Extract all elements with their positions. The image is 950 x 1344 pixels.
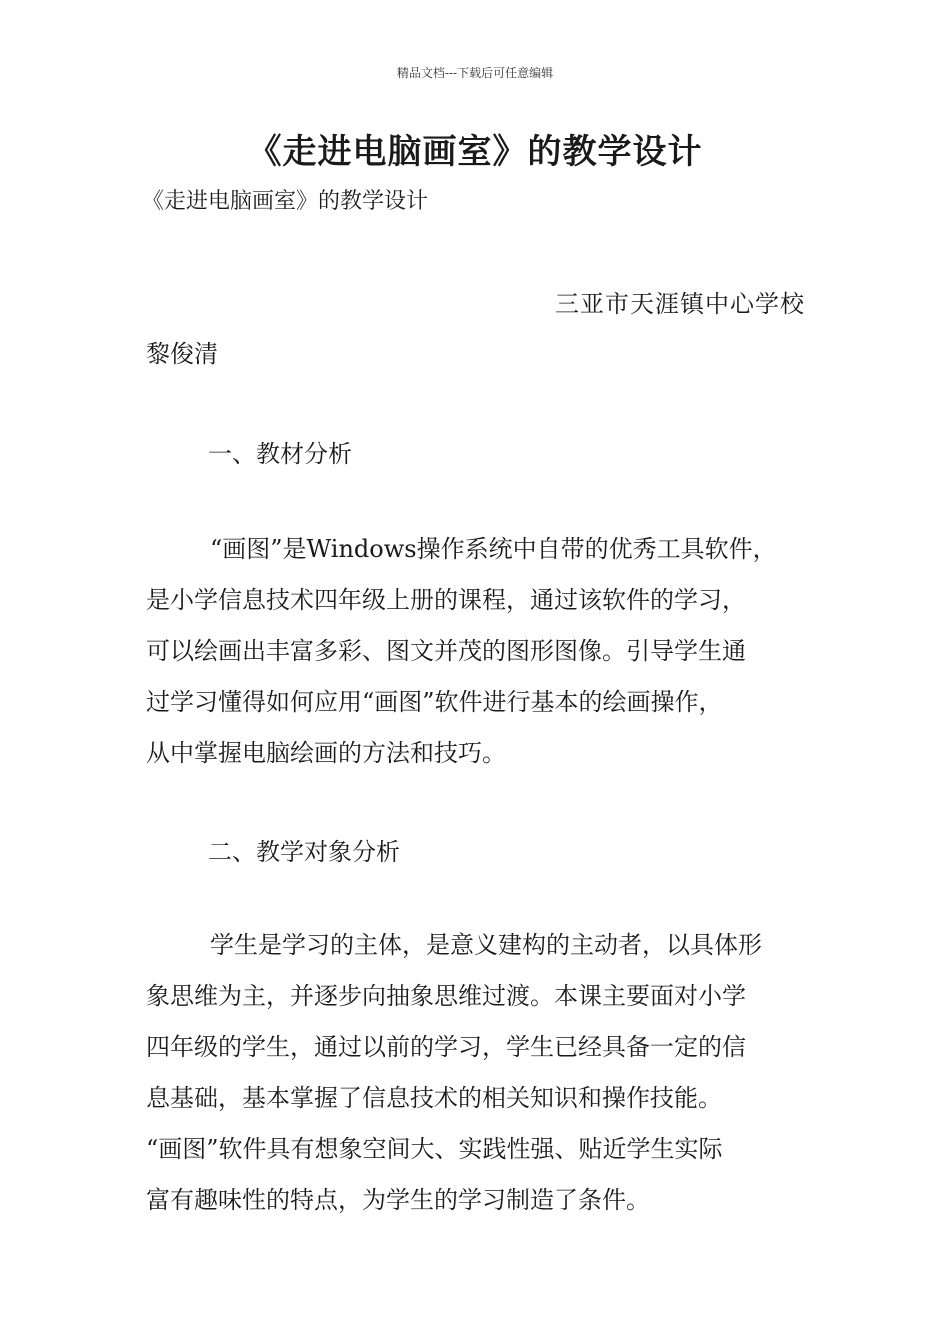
- paragraph-line: 息基础，基本掌握了信息技术的相关知识和操作技能。: [146, 1084, 722, 1112]
- header-note: 精品文档---下载后可任意编辑: [396, 66, 554, 80]
- paragraph-line: 是小学信息技术四年级上册的课程，通过该软件的学习，: [146, 586, 746, 614]
- page-title: 《走进电脑画室》的教学设计: [247, 132, 703, 172]
- paragraph-line: 富有趣味性的特点，为学生的学习制造了条件。: [146, 1186, 650, 1214]
- paragraph-line: 象思维为主，并逐步向抽象思维过渡。本课主要面对小学: [146, 982, 746, 1010]
- paragraph-line: 过学习懂得如何应用“画图”软件进行基本的绘画操作，: [146, 688, 723, 716]
- section-heading-materials: 一、教材分析: [208, 440, 352, 468]
- paragraph-line: 可以绘画出丰富多彩、图文并茂的图形图像。引导学生通: [146, 637, 746, 665]
- page-subtitle: 《走进电脑画室》的教学设计: [142, 189, 429, 214]
- paragraph-line: “画图”是Windows操作系统中自带的优秀工具软件，: [210, 535, 777, 563]
- paragraph-line: 学生是学习的主体，是意义建构的主动者，以具体形: [210, 931, 762, 959]
- section-heading-audience: 二、教学对象分析: [208, 838, 400, 866]
- paragraph-audience: [146, 920, 816, 1226]
- paragraph-line: 四年级的学生，通过以前的学习，学生已经具备一定的信: [146, 1033, 746, 1061]
- author-name: 黎俊清: [146, 340, 218, 368]
- paragraph-line: “画图”软件具有想象空间大、实践性强、贴近学生实际: [146, 1135, 723, 1163]
- paragraph-line: 从中掌握电脑绘画的方法和技巧。: [146, 739, 506, 767]
- paragraph-materials: [146, 524, 816, 779]
- school-name: 三亚市天涯镇中心学校: [555, 290, 805, 318]
